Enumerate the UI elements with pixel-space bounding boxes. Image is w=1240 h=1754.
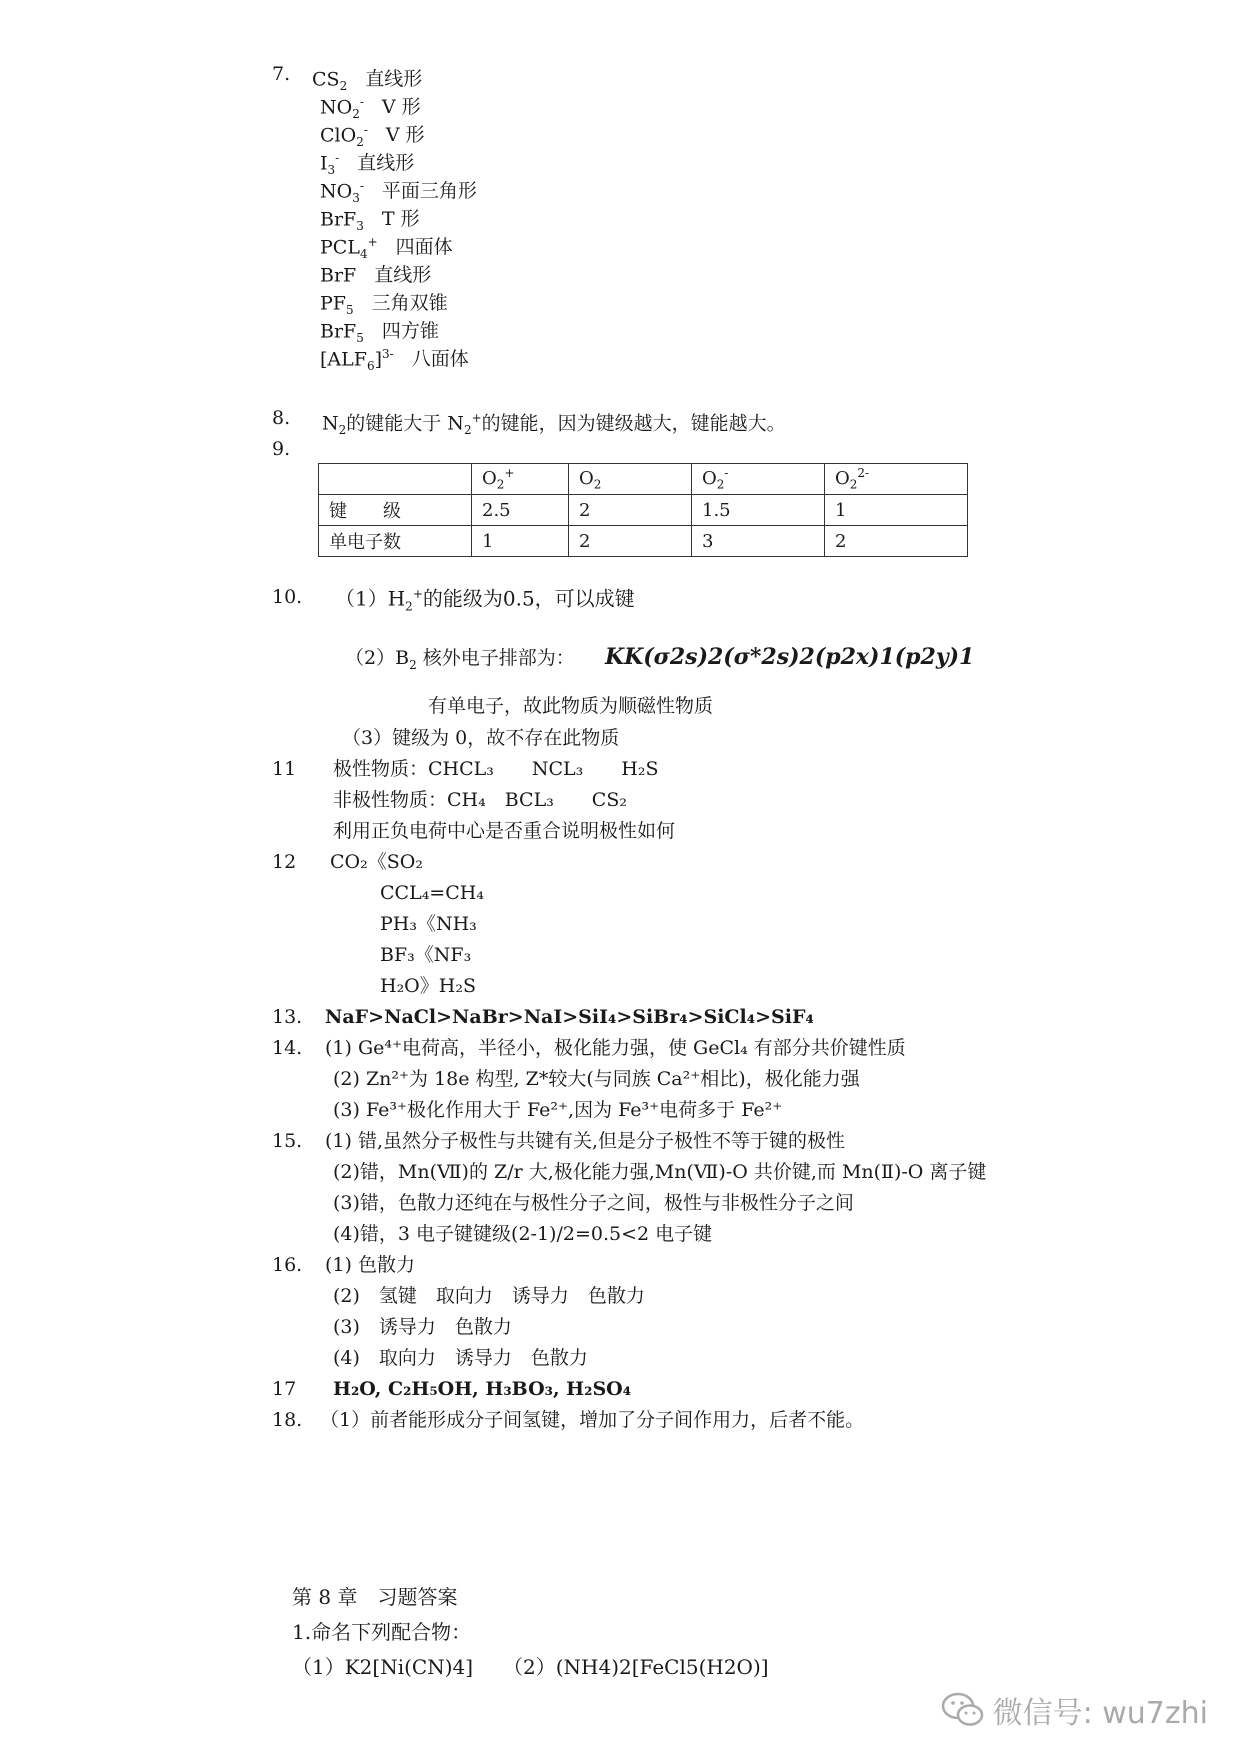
formula-subscript: 5 bbox=[345, 303, 354, 318]
molecular-shape: 四方锥 bbox=[381, 320, 439, 343]
formula-subscript: 3 bbox=[327, 163, 336, 178]
molecular-shape: 直线形 bbox=[357, 152, 415, 175]
bond-order-table bbox=[318, 463, 968, 557]
q18-number: 18. bbox=[272, 1409, 303, 1431]
chapter-8-title: 第 8 章 习题答案 bbox=[292, 1585, 458, 1609]
wechat-icon bbox=[941, 1691, 985, 1729]
q17-number: 17 bbox=[272, 1378, 297, 1400]
formula: NO bbox=[320, 96, 353, 119]
q12-line: BF₃《NF₃ bbox=[380, 944, 472, 966]
formula: CS bbox=[312, 68, 340, 91]
molecular-shape: V 形 bbox=[381, 96, 421, 119]
table-header-cell: $O_2^-$ bbox=[692, 464, 825, 495]
table-cell: 1.5 bbox=[692, 495, 825, 526]
q7-row bbox=[320, 342, 469, 378]
q9-number: 9. bbox=[272, 438, 291, 460]
row-label: 键 级 bbox=[319, 495, 472, 526]
formula-subscript: 3 bbox=[356, 219, 364, 234]
q14-line: (1) Ge⁴⁺电荷高，半径小，极化能力强，使 GeCl₄ 有部分共价键性质 bbox=[325, 1037, 906, 1059]
formula-charge: - bbox=[359, 179, 364, 193]
q7-number: 7. bbox=[272, 63, 291, 85]
q14-number: 14. bbox=[272, 1037, 303, 1059]
formula-charge: - bbox=[359, 95, 364, 109]
molecular-shape: 八面体 bbox=[411, 348, 469, 371]
molecular-shape: 三角双锥 bbox=[371, 292, 448, 315]
formula: [ALF bbox=[320, 348, 367, 371]
table-corner-cell bbox=[319, 464, 472, 495]
q18-text: （1）前者能形成分子间氢键，增加了分子间作用力，后者不能。 bbox=[320, 1409, 865, 1431]
table-cell: 3 bbox=[692, 526, 825, 557]
q8-text: $N_2$的键能大于 $N_2^+$的键能，因为键级越大，键能越大。 bbox=[322, 411, 786, 438]
molecular-shape: 直线形 bbox=[374, 264, 432, 287]
table-header-cell: $O_2^{2-}$ bbox=[825, 464, 968, 495]
q16-line: (2) 氢键 取向力 诱导力 色散力 bbox=[333, 1285, 645, 1307]
formula-charge: - bbox=[363, 123, 368, 137]
molecular-shape: 平面三角形 bbox=[381, 180, 477, 203]
ch8-question-1: 1.命名下列配合物： bbox=[292, 1620, 472, 1644]
q16-line: (1) 色散力 bbox=[325, 1254, 415, 1276]
q16-line: (4) 取向力 诱导力 色散力 bbox=[333, 1347, 588, 1369]
formula-charge: 3- bbox=[382, 347, 394, 361]
table-cell: 2 bbox=[569, 495, 692, 526]
table-row bbox=[319, 495, 968, 526]
formula-subscript: 2 bbox=[339, 79, 348, 94]
q11-line2: 非极性物质：CH₄ BCL₃ CS₂ bbox=[333, 789, 627, 811]
ch8-complex-list: （1）K2[Ni(CN)4] （2）(NH4)2[FeCl5(H2O)] bbox=[292, 1655, 769, 1679]
q11-number: 11 bbox=[272, 758, 297, 780]
table-cell: 1 bbox=[825, 495, 968, 526]
q15-line: (3)错，色散力还纯在与极性分子之间，极性与非极性分子之间 bbox=[333, 1192, 854, 1214]
q15-line: (2)错，Mn(Ⅶ)的 Z/r 大,极化能力强,Mn(Ⅶ)-O 共价键,而 Mn(Ⅱ)-O 离子键 bbox=[333, 1161, 987, 1183]
formula-bracket: ] bbox=[374, 348, 382, 371]
q12-line: PH₃《NH₃ bbox=[380, 913, 477, 935]
molecular-shape: 四面体 bbox=[395, 236, 453, 259]
q10-part3: （3）键级为 0，故不存在此物质 bbox=[342, 727, 620, 749]
q10-number: 10. bbox=[272, 586, 303, 608]
table-cell: 2 bbox=[825, 526, 968, 557]
formula: ClO bbox=[320, 124, 357, 147]
q10-part1: $(1)H_2^+$的能级为0.5，可以成键 bbox=[335, 586, 635, 614]
q10-part2-conclusion: 有单电子，故此物质为顺磁性物质 bbox=[428, 695, 714, 717]
q8-number: 8. bbox=[272, 407, 291, 429]
table-cell: 1 bbox=[472, 526, 569, 557]
table-row bbox=[319, 526, 968, 557]
molecular-shape: T 形 bbox=[381, 208, 420, 231]
q13-text: NaF>NaCl>NaBr>NaI>SiI₄>SiBr₄>SiCl₄>SiF₄ bbox=[325, 1006, 814, 1028]
q15-number: 15. bbox=[272, 1130, 303, 1152]
formula: BrF bbox=[320, 208, 357, 231]
formula: I bbox=[320, 152, 328, 175]
formula-subscript: 2 bbox=[356, 135, 364, 150]
formula: PCL bbox=[320, 236, 360, 259]
q14-line: (3) Fe³⁺极化作用大于 Fe²⁺,因为 Fe³⁺电荷多于 Fe²⁺ bbox=[333, 1099, 783, 1121]
formula-charge: + bbox=[367, 235, 378, 249]
formula: NO bbox=[320, 180, 353, 203]
molecular-orbital-formula: KK(σ2s)2(σ*2s)2(p2x)1(p2y)1 bbox=[605, 644, 975, 670]
formula: BrF bbox=[320, 320, 357, 343]
formula-subscript: 2 bbox=[352, 107, 360, 122]
q12-number: 12 bbox=[272, 851, 297, 873]
formula: BrF bbox=[320, 264, 357, 287]
q12-line: CCL₄=CH₄ bbox=[380, 882, 484, 904]
q11-line1: 极性物质：CHCL₃ NCL₃ H₂S bbox=[333, 758, 659, 780]
q12-line: CO₂《SO₂ bbox=[330, 851, 423, 873]
table-header-cell: $O_2^+$ bbox=[472, 464, 569, 495]
row-label: 单电子数 bbox=[319, 526, 472, 557]
q16-number: 16. bbox=[272, 1254, 303, 1276]
q16-line: (3) 诱导力 色散力 bbox=[333, 1316, 512, 1338]
table-header-cell: $O_2$ bbox=[569, 464, 692, 495]
q14-line: (2) Zn²⁺为 18e 构型, Z*较大(与同族 Ca²⁺相比)，极化能力强 bbox=[333, 1068, 860, 1090]
formula-subscript: 4 bbox=[359, 247, 368, 262]
table-cell: 2.5 bbox=[472, 495, 569, 526]
formula: PF bbox=[320, 292, 346, 315]
table-header-row bbox=[319, 464, 968, 495]
q17-text: H₂O, C₂H₅OH, H₃BO₃, H₂SO₄ bbox=[333, 1378, 632, 1400]
watermark-text: 微信号: wu7zhi bbox=[992, 1696, 1208, 1731]
q10-part2: $(2)B_2$ 核外电子排部为： bbox=[345, 647, 575, 672]
molecular-shape: 直线形 bbox=[365, 68, 423, 91]
q13-number: 13. bbox=[272, 1006, 303, 1028]
q11-line3: 利用正负电荷中心是否重合说明极性如何 bbox=[333, 820, 676, 842]
table-cell: 2 bbox=[569, 526, 692, 557]
wechat-watermark bbox=[941, 1688, 1208, 1732]
q15-line: (1) 错,虽然分子极性与共键有关,但是分子极性不等于键的极性 bbox=[325, 1130, 846, 1152]
formula-subscript: 5 bbox=[356, 331, 364, 346]
q12-line: H₂O》H₂S bbox=[380, 975, 476, 997]
molecular-shape: V 形 bbox=[385, 124, 425, 147]
formula-subscript: 6 bbox=[366, 359, 375, 374]
formula-subscript: 3 bbox=[352, 191, 360, 206]
q15-line: (4)错，3 电子键键级(2-1)/2=0.5<2 电子键 bbox=[333, 1223, 713, 1245]
formula-charge: - bbox=[335, 151, 340, 165]
